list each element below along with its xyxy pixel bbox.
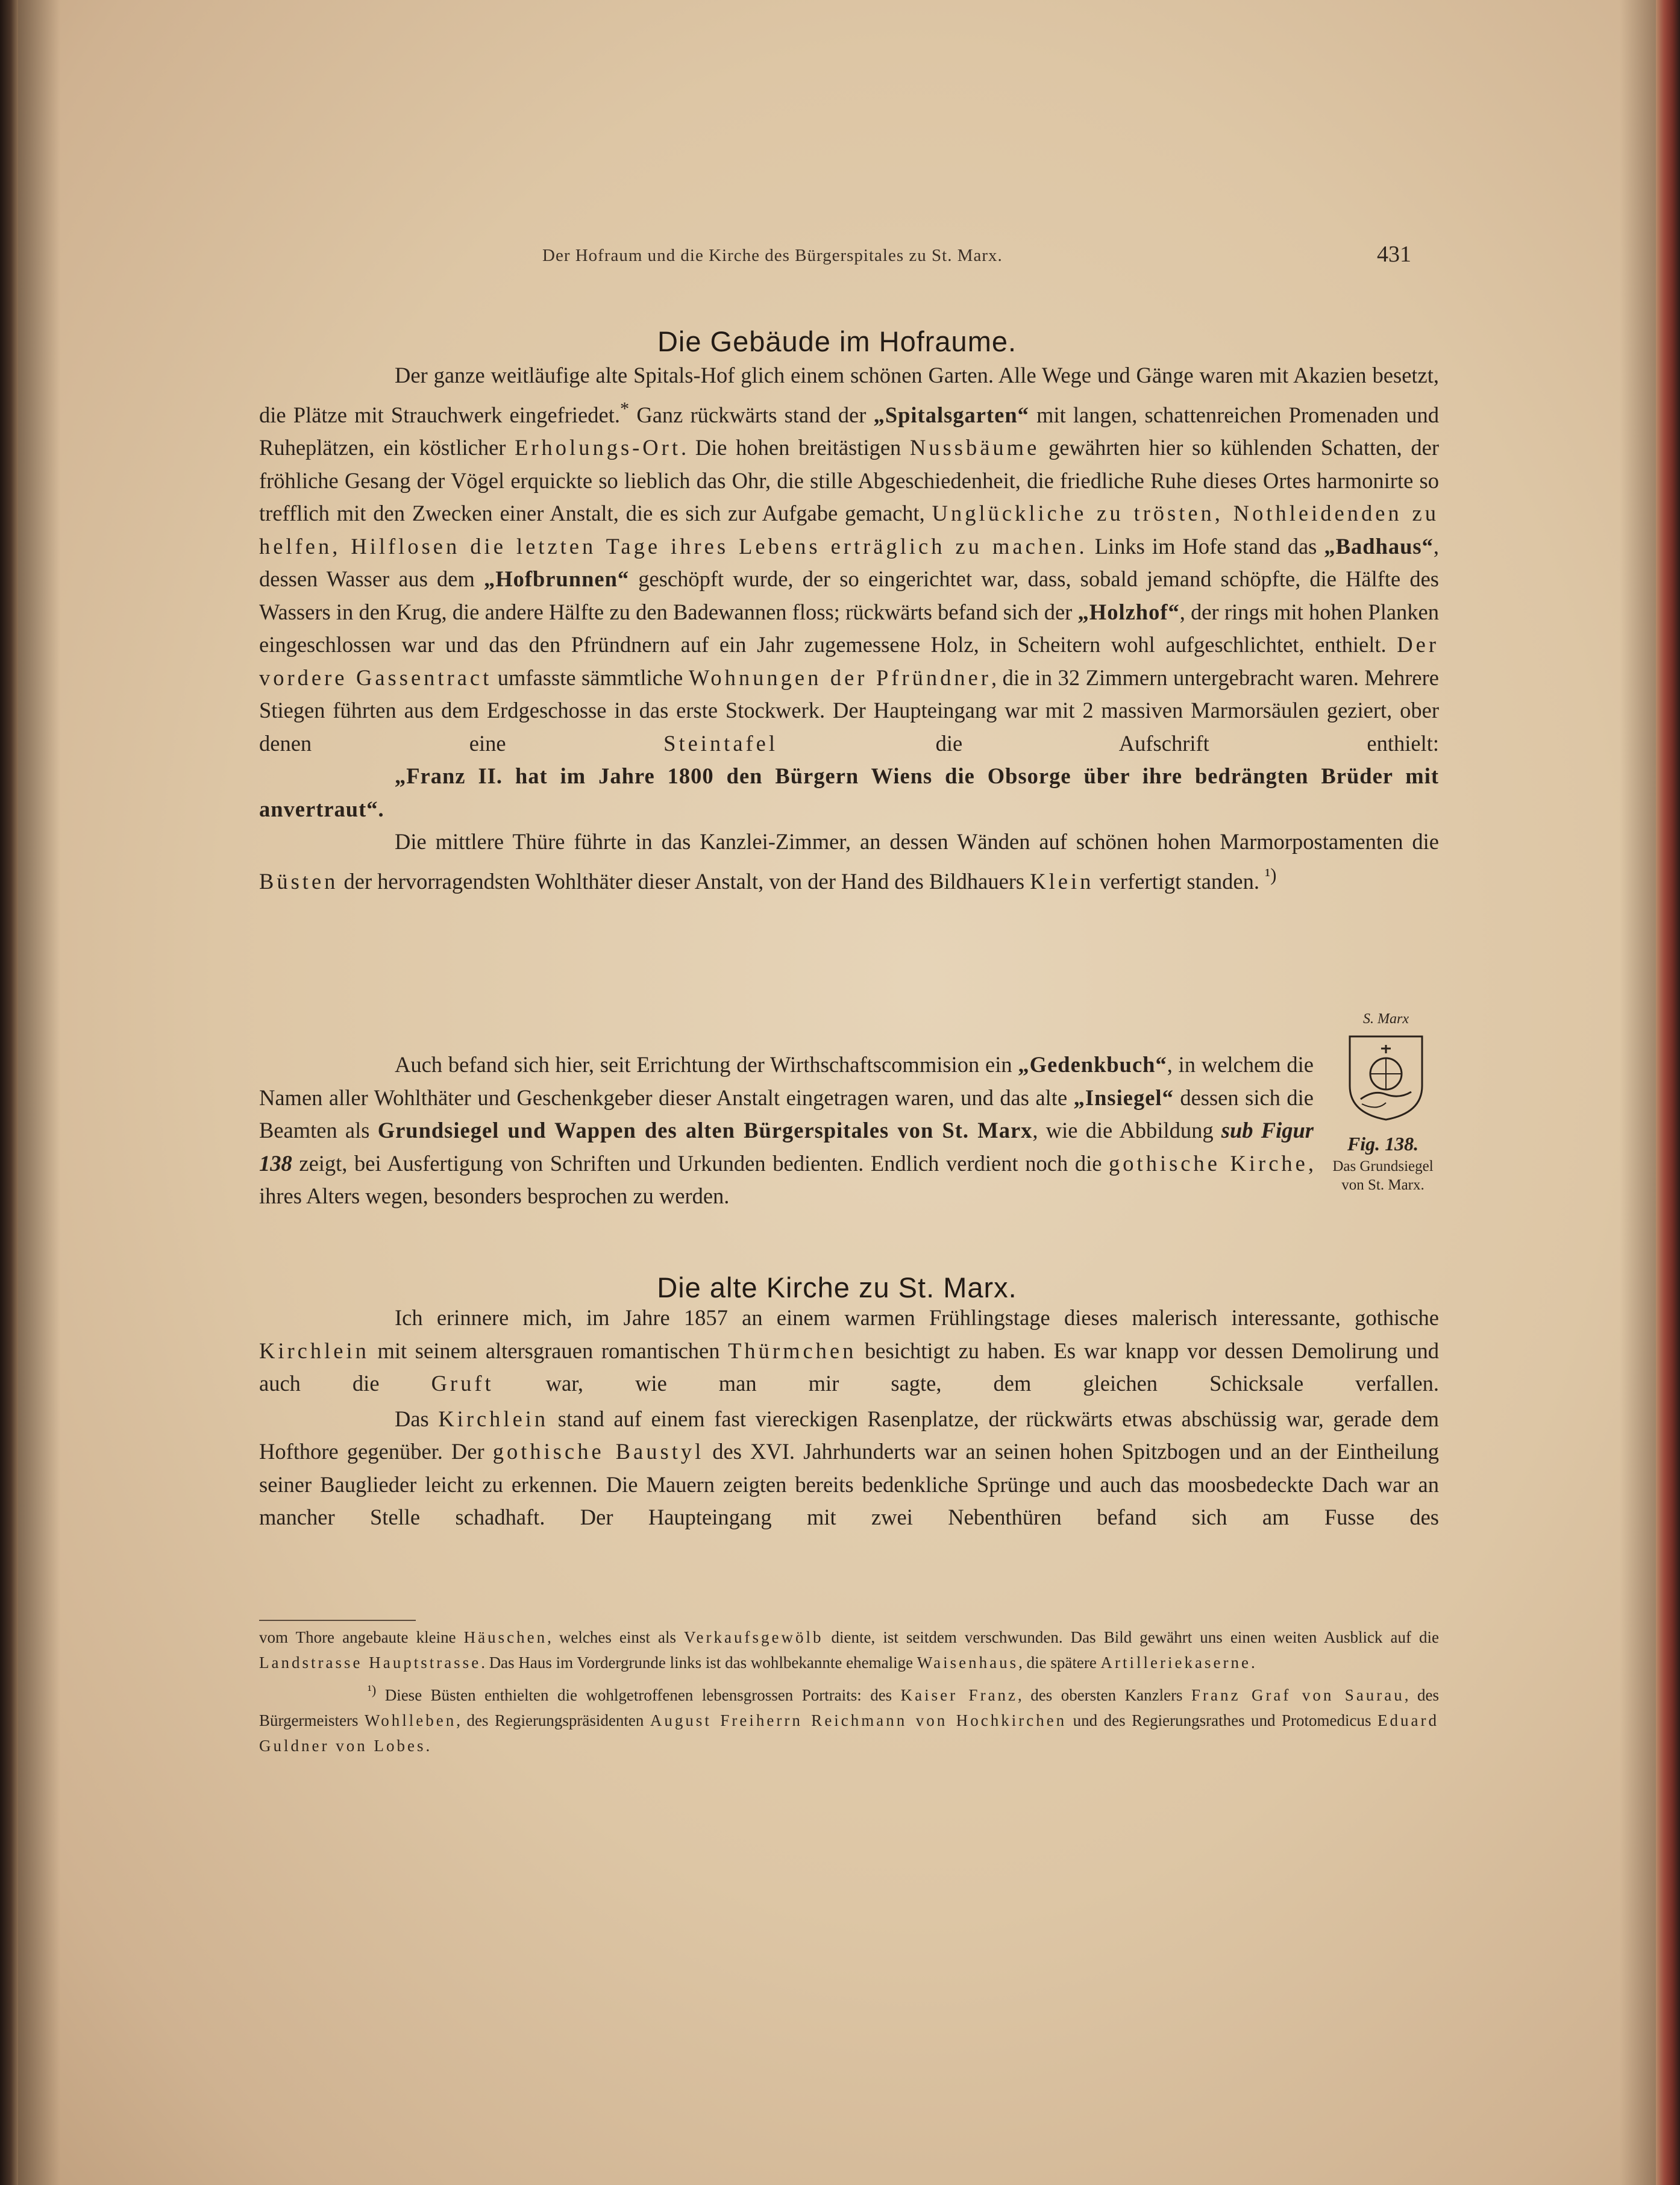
note-mark: * xyxy=(619,398,630,419)
section-heading-buildings: Die Gebäude im Hofraume. xyxy=(657,325,1017,357)
footnote-continued xyxy=(259,1625,1439,1675)
text-run: des XVI. Jahrhunderts war an seinen hohen Spitzbogen und an der Eintheilung seiner Bauglieder leicht zu erkennen. Die Mauern zeigten bereits bedenkliche Sprünge und auch das moosbedeckte Dach war an mancher Stelle schadhaft. Der Haupteingang mit zwei Nebenthüren befand sich am Fusse des xyxy=(259,1439,1440,1529)
text-run: , in welchem die Namen aller Wohlthäter und Geschenkgeber dieser Anstalt eingetragen waren, und das alte xyxy=(259,1052,1314,1110)
text-run: stand auf einem fast viereckigen Rasenplatze, der rückwärts etwas abschüssig war, gerade dem Hofthore gegenüber. Der xyxy=(259,1406,1439,1464)
text-run: , welches einst als xyxy=(547,1628,685,1646)
paragraph-church-description xyxy=(259,1403,1439,1534)
book-page xyxy=(18,0,1656,2185)
paragraph-busts xyxy=(259,826,1439,898)
term-wohlleben: Wohlleben xyxy=(364,1711,457,1729)
term-wohnungen: Wohnungen der Pfründner xyxy=(688,665,991,690)
text-run: . Das Haus im Vordergrunde links ist das wohlbekannte ehemalige xyxy=(481,1654,917,1672)
paragraph-seal-text xyxy=(259,1049,1314,1213)
text-run: , die spätere xyxy=(1018,1654,1101,1672)
running-head xyxy=(18,241,1656,277)
figure-seal-inscription: S. Marx xyxy=(1363,1011,1409,1027)
section-heading-church: Die alte Kirche zu St. Marx. xyxy=(657,1271,1017,1303)
page-number: 431 xyxy=(1377,242,1411,267)
text-run: , der rings mit hohen Planken eingeschlossen war und das den Pfründnern auf ein Jahr zugemessene Holz, in Scheitern wohl aufgeschlichtet, enthielt. xyxy=(259,599,1439,657)
text-run: , des Regierungspräsidenten xyxy=(456,1711,650,1729)
term-haeuschen: Häuschen xyxy=(463,1628,548,1646)
text-run: Die mittlere Thüre führte in das Kanzlei-Zimmer, an dessen Wänden auf schönen hohen Marmorpostamenten die xyxy=(395,829,1439,854)
term-nussbaeume: Nussbäume xyxy=(909,435,1040,460)
book-edge xyxy=(1656,0,1680,2185)
figure-description: Das Grundsiegel von St. Marx. xyxy=(1332,1158,1434,1193)
footnote-1 xyxy=(259,1678,1439,1758)
term-grundsiegel: Grundsiegel und Wappen des alten Bürgerspitales von St. Marx xyxy=(377,1118,1033,1143)
term-erholungs-ort: Erholungs-Ort xyxy=(515,435,681,460)
text-run: mit seinem altersgrauen romantischen xyxy=(369,1338,729,1363)
term-gassentract: Der vordere Gassentract xyxy=(259,632,1439,690)
section-body-church xyxy=(259,1302,1439,1534)
text-run: . Die hohen breitästigen xyxy=(680,435,910,460)
text-run: Diese Büsten enthielten die wohlgetroffenen lebensgrossen Portraits: des xyxy=(376,1686,901,1704)
text-run: vom Thore angebaute kleine xyxy=(259,1628,464,1646)
text-run: , wie die Abbildung xyxy=(1032,1118,1221,1143)
text-run: . xyxy=(1250,1654,1255,1672)
term-baustyl: gothische Baustyl xyxy=(492,1439,704,1464)
term-kaiser-franz: Kaiser Franz xyxy=(900,1686,1018,1704)
text-run: Ich erinnere mich, im Jahre 1857 an einem warmen Frühlingstage dieses malerisch interessante, gothische xyxy=(395,1305,1439,1330)
term-landstrasse: Landstrasse Hauptstrasse xyxy=(259,1654,481,1672)
text-run: und des Regierungsrathes und Protomedicus xyxy=(1067,1711,1378,1729)
running-title: Der Hofraum und die Kirche des Bürgerspitales zu St. Marx. xyxy=(542,246,1003,265)
text-run: Links im Hofe stand das xyxy=(1087,533,1324,559)
term-gothische-kirche: gothische Kirche xyxy=(1109,1150,1308,1176)
term-saurau: Franz Graf von Saurau xyxy=(1191,1686,1405,1704)
text-run: zeigt, bei Ausfertigung von Schriften und Urkunden bedienten. Endlich verdient noch die xyxy=(292,1150,1109,1176)
figure-138 xyxy=(1320,1006,1446,1235)
text-run: besichtigt zu haben. Es war knapp vor dessen Demolirung und auch die xyxy=(259,1338,1439,1396)
spaced-phrase: Unglückliche zu trösten, Nothleidenden zu helfen, Hilflosen die letzten Tage ihres Lebens erträglich zu machen. xyxy=(259,501,1439,559)
note-mark: ¹) xyxy=(1265,864,1277,885)
term-verkaufsgewoelb: Verkaufsgewölb xyxy=(684,1628,824,1646)
text-run: war, wie man mir sagte, dem gleichen Schicksale verfallen. xyxy=(494,1371,1440,1396)
figure-reference: sub Figur 138 xyxy=(259,1118,1314,1176)
paragraph-courtyard xyxy=(259,359,1439,760)
seal-image xyxy=(1344,1032,1428,1122)
term-reichmann: August Freiherrn Reichmann von Hochkirchen xyxy=(650,1711,1067,1729)
term-spitalsgarten: „Spitalsgarten“ xyxy=(873,402,1029,427)
term-hofbrunnen: „Hofbrunnen“ xyxy=(483,566,630,592)
book-spine xyxy=(0,0,18,2185)
section-body-buildings xyxy=(259,359,1439,898)
text-run: mit langen, schattenreichen Promenaden und Ruheplätzen, ein köstlicher xyxy=(259,402,1439,460)
term-kirchlein: Kirchlein xyxy=(259,1338,369,1363)
footnotes xyxy=(259,1625,1439,1758)
text-run: dessen sich die Beamten als xyxy=(259,1085,1314,1143)
paragraph-visit xyxy=(259,1302,1439,1400)
term-badhaus: „Badhaus“ xyxy=(1324,533,1434,559)
text-run: , des obersten Kanzlers xyxy=(1018,1686,1192,1704)
term-holzhof: „Holzhof“ xyxy=(1077,599,1180,624)
text-run: die Aufschrift enthielt: xyxy=(778,730,1439,756)
term-waisenhaus: Waisenhaus xyxy=(917,1654,1019,1672)
text-run: der hervorragendsten Wohlthäter dieser Anstalt, von der Hand des Bildhauers xyxy=(338,868,1030,894)
text-run: , ihres Alters wegen, besonders besprochen zu werden. xyxy=(259,1150,1314,1208)
term-buesten: Büsten xyxy=(259,868,339,894)
text-run: , dessen Wasser aus dem xyxy=(259,533,1439,592)
term-thuermchen: Thürmchen xyxy=(728,1338,857,1363)
term-gruft: Gruft xyxy=(431,1371,494,1396)
term-steintafel: Steintafel xyxy=(663,730,779,756)
footnote-rule xyxy=(259,1620,416,1621)
note-mark: ¹) xyxy=(368,1682,377,1698)
term-guldner: Eduard Guldner von Lobes xyxy=(259,1711,1439,1755)
term-artilleriekaserne: Artilleriekaserne xyxy=(1100,1654,1251,1672)
term-klein: Klein xyxy=(1030,868,1094,894)
text-run: umfasste sämmtliche xyxy=(492,665,689,690)
text-run: , die in 32 Zimmern untergebracht waren. Mehrere Stiegen führten aus dem Erdgeschosse in das erste Stockwerk. Der Haupteingang war mit 2 massiven Marmorsäulen geziert, ober denen eine xyxy=(259,665,1439,756)
paragraph-seal xyxy=(259,1049,1314,1213)
inscription: „Franz II. hat im Jahre 1800 den Bürgern Wiens die Obsorge über ihre bedrängten Brüder mit anvertraut“. xyxy=(259,763,1439,821)
text-run: geschöpft wurde, der so eingerichtet war, dass, sobald jemand schöpfte, die Hälfte des Wassers in den Krug, die andere Hälfte zu den Badewannen floss; rückwärts befand sich der xyxy=(259,566,1439,624)
term-insiegel: „Insiegel“ xyxy=(1073,1085,1174,1110)
text-run: gewährten hier so kühlenden Schatten, der fröhliche Gesang der Vögel erquickte so lieblich das Ohr, die stille Abgeschiedenheit, die friedliche Ruhe dieses Ortes harmonirte so trefflich mit den Zwecken einer Anstalt, die es sich zur Aufgabe gemacht, xyxy=(259,435,1439,526)
text-run: Auch befand sich hier, seit Errichtung der Wirthschaftscommision ein xyxy=(395,1052,1018,1077)
text-run: . xyxy=(425,1737,430,1755)
term-kirchlein: Kirchlein xyxy=(438,1406,549,1431)
figure-label: Fig. 138. xyxy=(1347,1133,1419,1155)
term-gedenkbuch: „Gedenkbuch“ xyxy=(1018,1052,1167,1077)
text-run: diente, ist seitdem verschwunden. Das Bild gewährt uns einen weiten Ausblick auf die xyxy=(823,1628,1440,1646)
text-run: Der ganze weitläufige alte Spitals-Hof glich einem schönen Garten. Alle Wege und Gänge waren mit Akazien besetzt, die Plätze mit Strauchwerk eingefriedet. xyxy=(259,363,1439,427)
text-run: Das xyxy=(395,1406,439,1431)
text-run: verfertigt standen. xyxy=(1094,868,1265,894)
text-run: Ganz rückwärts stand der xyxy=(629,402,874,427)
text-run: , des Bürgermeisters xyxy=(259,1686,1439,1729)
